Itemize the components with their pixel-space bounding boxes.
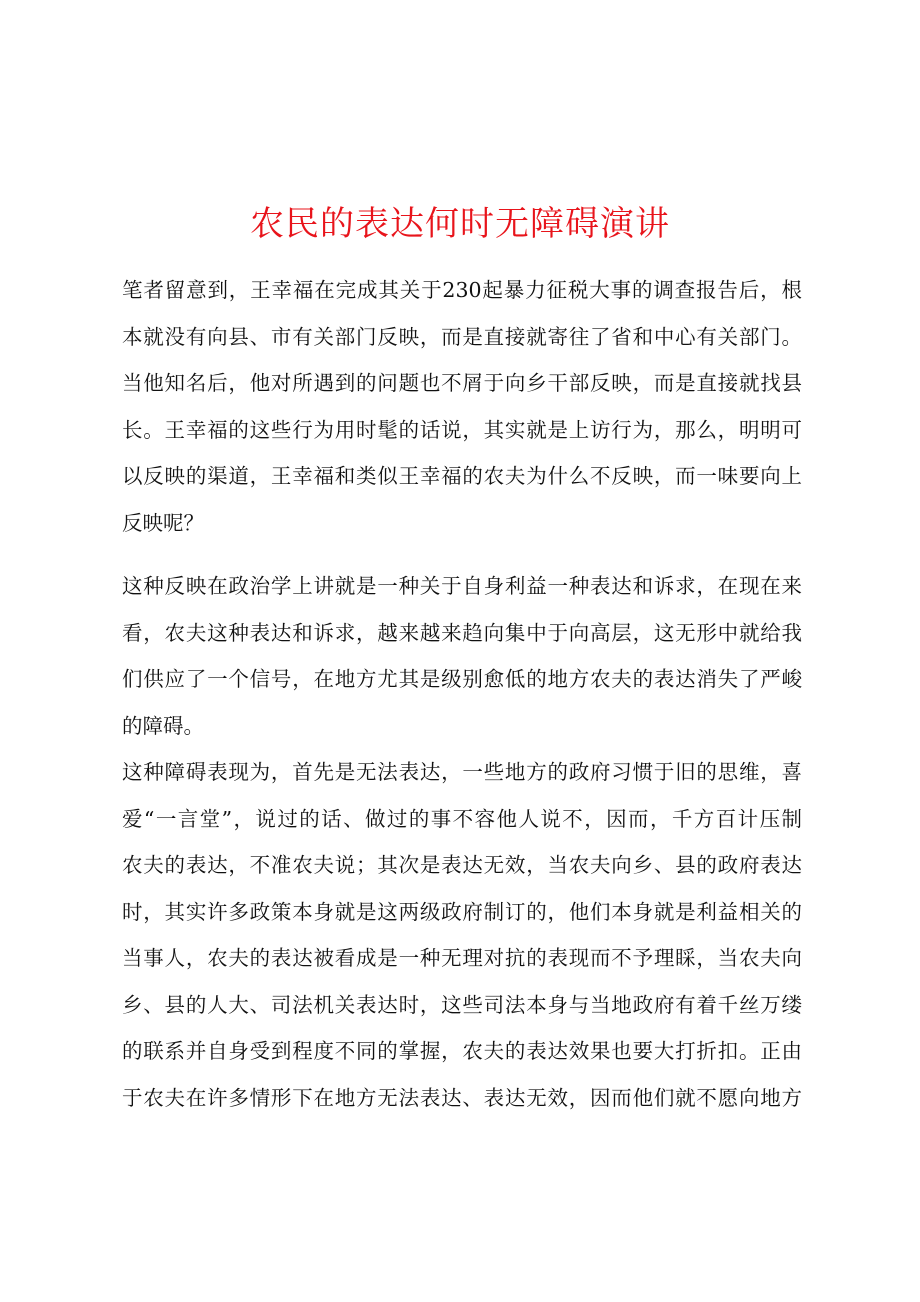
text-line: 的障碍。 <box>122 713 204 738</box>
text-line: 农夫的表达，不准农夫说；其次是表达无效，当农夫向乡、县的政府表达 <box>122 853 802 877</box>
text-line: 爱“一言堂”，说过的话、做过的事不容他人说不，因而，千方百计压制 <box>122 806 802 831</box>
text-line: 反映呢？ <box>122 510 204 535</box>
text-line: 乡、县的人大、司法机关表达时，这些司法本身与当地政府有着千丝万缕 <box>122 992 802 1017</box>
paragraph-3 <box>122 749 802 1121</box>
text-line: 当事人，农夫的表达被看成是一种无理对抗的表现而不予理睬，当农夫向 <box>122 946 802 970</box>
text-line: 们供应了一个信号，在地方尤其是级别愈低的地方农夫的表达消失了严峻 <box>122 667 802 691</box>
text-line: 的联系并自身受到程度不同的掌握，农夫的表达效果也要大打折扣。正由 <box>122 1039 802 1063</box>
paragraph-1 <box>122 267 802 546</box>
text-line: 笔者留意到，王幸福在完成其关于230起暴力征税大事的调查报告后，根 <box>122 278 802 302</box>
text-line: 本就没有向县、市有关部门反映，而是直接就寄往了省和中心有关部门。 <box>122 324 802 349</box>
paragraph-2 <box>122 563 802 749</box>
text-line: 时，其实许多政策本身就是这两级政府制订的，他们本身就是利益相关的 <box>122 899 802 924</box>
document-title: 农民的表达何时无障碍演讲 <box>250 204 670 244</box>
text-line: 长。王幸福的这些行为用时髦的话说，其实就是上访行为，那么，明明可 <box>122 417 802 442</box>
text-line: 于农夫在许多情形下在地方无法表达、表达无效，因而他们就不愿向地方 <box>122 1085 802 1110</box>
text-line: 这种反映在政治学上讲就是一种关于自身利益一种表达和诉求，在现在来 <box>122 574 802 598</box>
text-line: 看，农夫这种表达和诉求，越来越来趋向集中于向高层，这无形中就给我 <box>122 620 802 645</box>
text-line: 当他知名后，他对所遇到的问题也不屑于向乡干部反映，而是直接就找县 <box>122 371 802 395</box>
text-line: 以反映的渠道，王幸福和类似王幸福的农夫为什么不反映，而一味要向上 <box>122 464 802 488</box>
text-line: 这种障碍表现为，首先是无法表达，一些地方的政府习惯于旧的思维，喜 <box>122 760 802 784</box>
